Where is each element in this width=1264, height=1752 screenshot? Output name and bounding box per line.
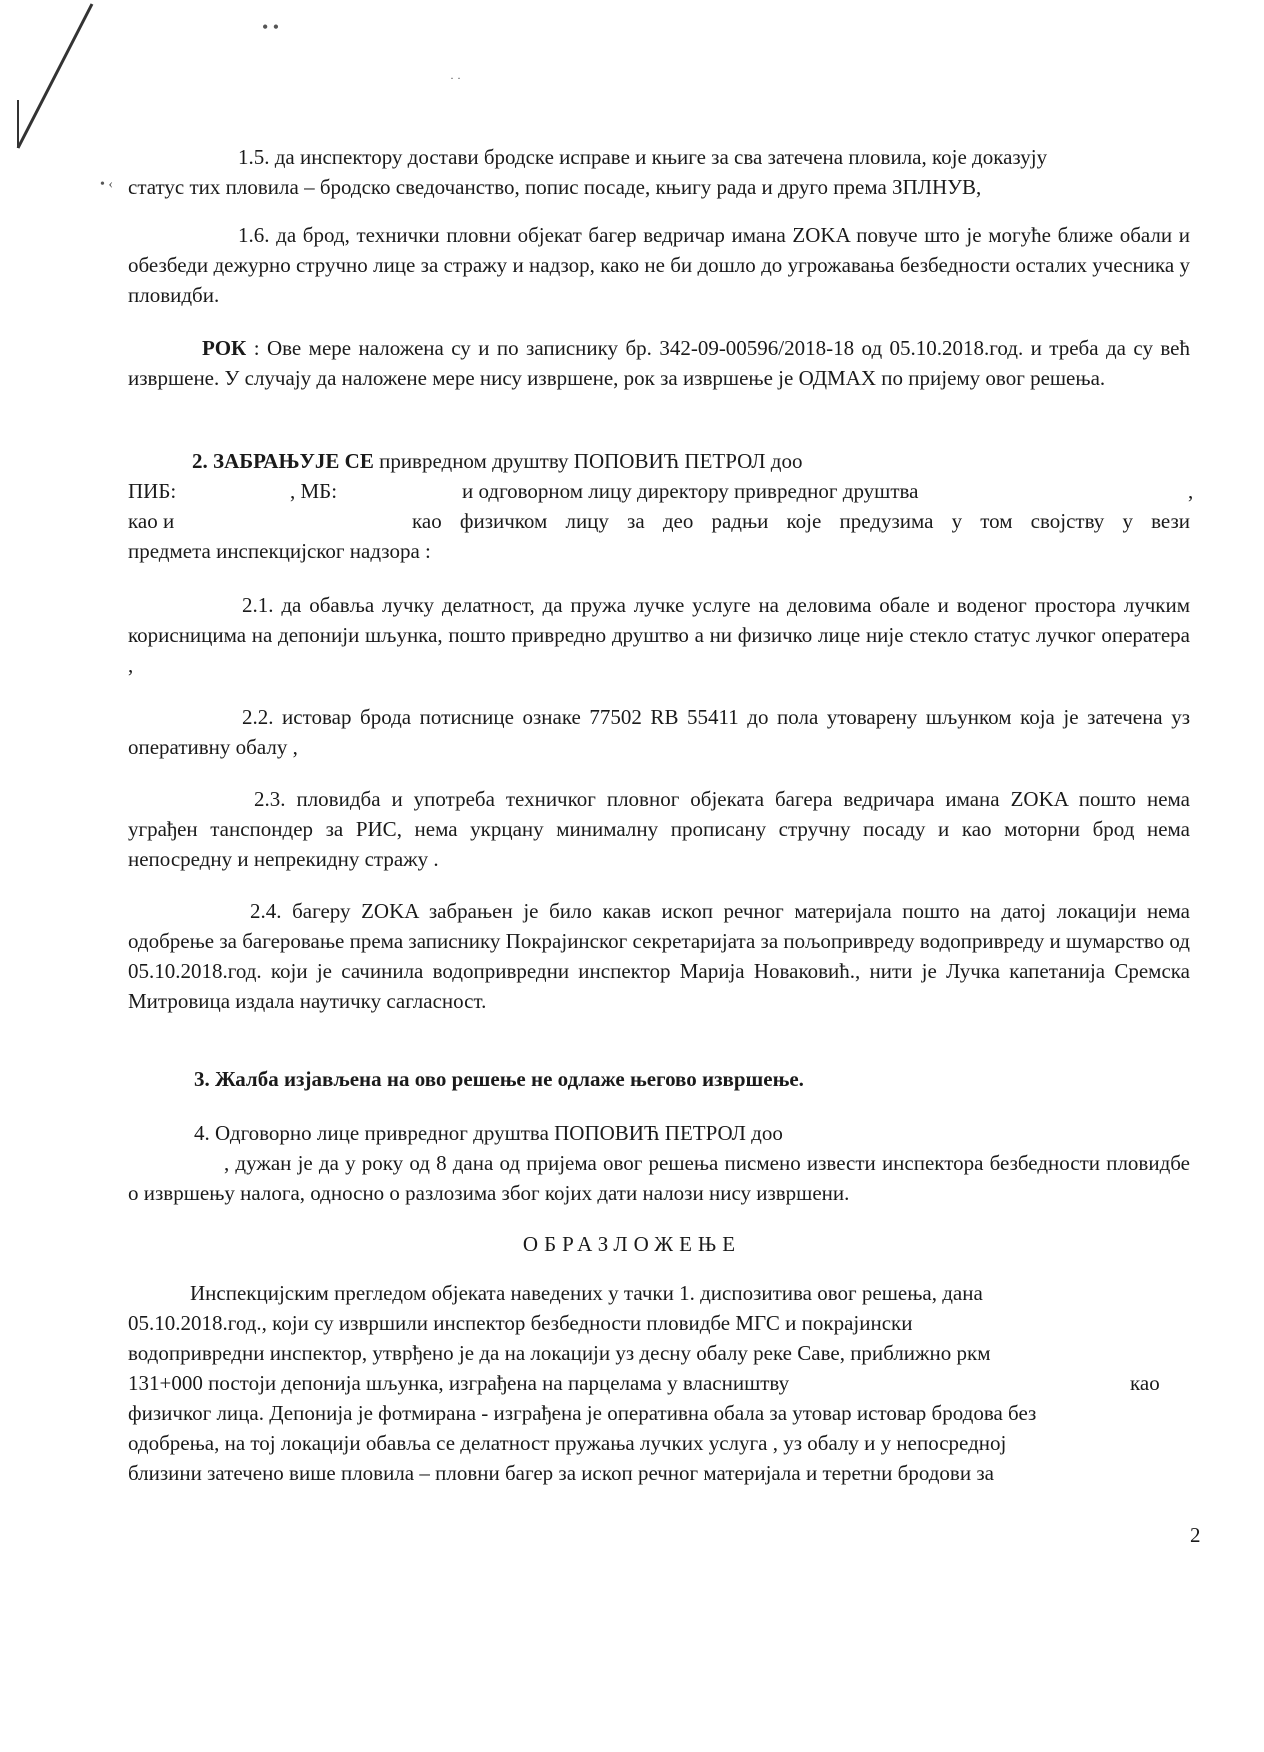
pib-label: ПИБ: bbox=[128, 479, 177, 503]
item-3: 3. Жалба изјављена на ово решење не одлаже његово извршење. bbox=[194, 1067, 804, 1091]
section-2-heading-rest: привредном друштву ПОПОВИЋ ПЕТРОЛ доо bbox=[379, 449, 803, 473]
trailing-comma: , bbox=[1188, 479, 1194, 503]
obrazlozenje-line2: 05.10.2018.год., који су извршили инспектор безбедности пловидбе МГС и покрајински bbox=[128, 1311, 913, 1335]
item-1-6: 1.6. да брод, технички пловни објекат багер ведричар имана ZOKA повуче што је могуће ближе обали и обезбеди дежурно стручно лице за стражу и надзор, како не би дошло до угрожавања безбедности осталих учесника у пловидби. bbox=[128, 223, 1190, 307]
obrazlozenje-line3: водопривредни инспектор, утврђено је да на локацији уз десну обалу реке Саве, приближно ркм bbox=[128, 1341, 991, 1365]
obrazlozenje-heading: ОБРАЗЛОЖЕЊЕ bbox=[522, 1232, 742, 1256]
kao-rest: као физичком лицу за део радњи које предузима у том својству у вези bbox=[412, 509, 1190, 533]
obrazlozenje-line7: близини затечено више пловила – пловни багер за ископ речног материјала и теретни бродови за bbox=[128, 1461, 994, 1485]
item-2-3: 2.3. пловидба и употреба техничког пловног објеката багера ведричара имана ZOKA пошто нема уграђен танспондер за РИС, нема укрцану минималну прописану стручну посаду и као моторни брод нема непосредну и непрекидну стражу . bbox=[128, 787, 1190, 871]
scan-speck: • ‹ bbox=[100, 177, 114, 192]
item-1-5-line2: статус тих пловила – бродско сведочанство, попис посаде, књигу рада и друго према ЗПЛНУВ, bbox=[128, 175, 982, 199]
section-2-last-line: предмета инспекцијског надзора : bbox=[128, 539, 431, 563]
scan-speck: • • bbox=[262, 17, 280, 37]
section-2-heading-line bbox=[192, 446, 802, 476]
obrazlozenje-line1: Инспекцијским прегледом објеката наведених у тачки 1. диспозитива овог решења, дана bbox=[190, 1281, 983, 1305]
item-4-rest: , дужан је да у року од 8 дана од пријема овог решења писмено извести инспектора безбедности пловидбе о извршењу налога, односно о разлозима због којих дати налози нису извршени. bbox=[128, 1151, 1190, 1205]
rok-paragraph bbox=[128, 333, 1190, 393]
rok-text: : Ове мере наложена су и по записнику бр. 342-09-00596/2018-18 од 05.10.2018.год. и треба да су већ извршене. У случају да наложене мере нису извршене, рок за извршење је ОДМАХ по пријему овог решења. bbox=[128, 336, 1190, 390]
item-2-1: 2.1. да обавља лучку делатност, да пружа лучке услуге на деловима обале и воденог простора лучким корисницима на депонији шљунка, пошто привредно друштво а ни физичко лице није стекло статус лучког оператера , bbox=[128, 593, 1190, 677]
section-2-heading: 2. ЗАБРАЊУЈЕ СЕ bbox=[192, 449, 374, 473]
obrazlozenje-line5: физичког лица. Депонија је фотмирана - изграђена је оперативна обала за утовар истовар бродова без bbox=[128, 1401, 1037, 1425]
obrazlozenje-line4b: као bbox=[1130, 1371, 1160, 1395]
item-2-4: 2.4. багеру ZOKA забрањен је било какав ископ речног материјала пошто на датој локацији нема одобрење за багеровање према записнику Покрајинског секретаријата за пољопривреду водопривреду и шумарство од 05.10.2018.год. који је сачинила водопривредни инспектор Марија Новаковић., нити је Лучка капетанија Сремска Митровица издала наутичку сагласност. bbox=[128, 899, 1190, 1013]
rok-label: РОК bbox=[202, 336, 247, 360]
kao-i: као и bbox=[128, 509, 175, 533]
obrazlozenje-line4a: 131+000 постоји депонија шљунка, изграђена на парцелама у власништву bbox=[128, 1371, 790, 1395]
mb-label: , МБ: bbox=[290, 479, 338, 503]
scan-speck: · · bbox=[450, 71, 461, 85]
obrazlozenje-line6: одобрења, на тој локацији обавља се делатност пружања лучких услуга , уз обалу и у непосредној bbox=[128, 1431, 1007, 1455]
item-1-5-line1: 1.5. да инспектору достави бродске исправе и књиге за сва затечена пловила, које доказују bbox=[238, 145, 1048, 169]
item-4-line1: 4. Одговорно лице привредног друштва ПОПОВИЋ ПЕТРОЛ доо bbox=[194, 1121, 783, 1145]
scan-edge-mark bbox=[0, 0, 110, 160]
page-number: 2 bbox=[1190, 1523, 1201, 1547]
mb-rest: и одговорном лицу директору привредног друштва bbox=[462, 479, 919, 503]
item-2-2: 2.2. истовар брода потиснице ознаке 77502 RB 55411 до пола утоварену шљунком која је затечена уз оперативну обалу , bbox=[128, 705, 1190, 759]
